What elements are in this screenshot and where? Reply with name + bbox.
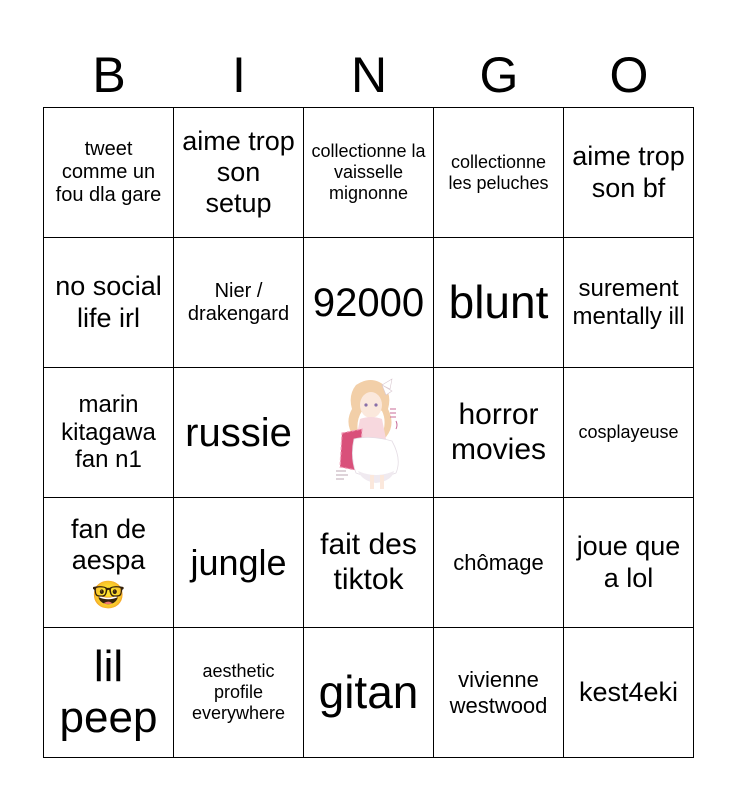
cell-text: aime trop son bf (572, 141, 685, 203)
bingo-cell[interactable] (44, 108, 174, 238)
bingo-cell[interactable] (564, 368, 694, 498)
bingo-cell[interactable] (174, 108, 304, 238)
cell-content (50, 514, 167, 611)
bingo-cell[interactable] (44, 238, 174, 368)
header-letter-n: N (350, 47, 388, 103)
cell-text: blunt (448, 276, 549, 329)
cell-text: gitan (318, 666, 419, 719)
bingo-cell[interactable] (304, 238, 434, 368)
bingo-cell[interactable] (434, 628, 564, 758)
bingo-cell[interactable] (304, 108, 434, 238)
bingo-cell[interactable] (44, 498, 174, 628)
bingo-cell[interactable] (564, 498, 694, 628)
cell-text: joue que a lol (576, 531, 681, 593)
bingo-cell[interactable] (564, 628, 694, 758)
cell-text: aesthetic profile everywhere (191, 661, 286, 723)
bingo-cell[interactable] (174, 368, 304, 498)
cell-text: marin kitagawa fan n1 (61, 391, 156, 474)
bingo-header (44, 42, 694, 108)
nerd-face-emoji-icon: 🤓 (91, 580, 126, 611)
bingo-grid (43, 107, 694, 758)
cell-text: tweet comme un fou dla gare (55, 138, 162, 206)
cell-text: cosplayeuse (578, 422, 679, 443)
bingo-cell[interactable] (304, 628, 434, 758)
cell-text: vivienne westwood (449, 667, 548, 718)
cell-text: russie (185, 410, 292, 455)
header-letter-o: O (609, 47, 649, 103)
cell-text: chômage (453, 549, 544, 575)
header-letter-i: I (232, 47, 246, 103)
bingo-cell[interactable] (174, 238, 304, 368)
bingo-cell[interactable] (434, 368, 564, 498)
cell-text: fait des tiktok (320, 528, 417, 596)
cell-text: jungle (190, 541, 287, 583)
bingo-cell[interactable] (304, 498, 434, 628)
cell-text: horror movies (450, 398, 547, 466)
header-letter-g: G (479, 47, 519, 103)
anime-girl-illustration-icon (326, 375, 412, 491)
bingo-cell[interactable] (434, 498, 564, 628)
cell-text: surement mentally ill (572, 274, 685, 330)
cell-text: no social life irl (55, 271, 162, 333)
cell-text: lil peep (59, 641, 158, 742)
bingo-cell[interactable] (564, 238, 694, 368)
bingo-cell[interactable] (564, 108, 694, 238)
cell-text: kest4eki (578, 676, 679, 707)
bingo-free-cell[interactable] (304, 368, 434, 498)
bingo-cell[interactable] (44, 368, 174, 498)
bingo-cell[interactable] (434, 238, 564, 368)
bingo-cell[interactable] (174, 628, 304, 758)
header-letter-b: B (92, 47, 126, 103)
cell-text: collectionne la vaisselle mignonne (311, 141, 426, 203)
bingo-cell[interactable] (174, 498, 304, 628)
cell-text: Nier / drakengard (187, 279, 290, 325)
bingo-cell[interactable] (44, 628, 174, 758)
cell-text: 92000 (312, 280, 425, 325)
cell-text: collectionne les peluches (448, 151, 549, 193)
cell-text: aime trop son setup (182, 125, 295, 219)
cell-text: fan de aespa (70, 513, 147, 575)
bingo-cell[interactable] (434, 108, 564, 238)
